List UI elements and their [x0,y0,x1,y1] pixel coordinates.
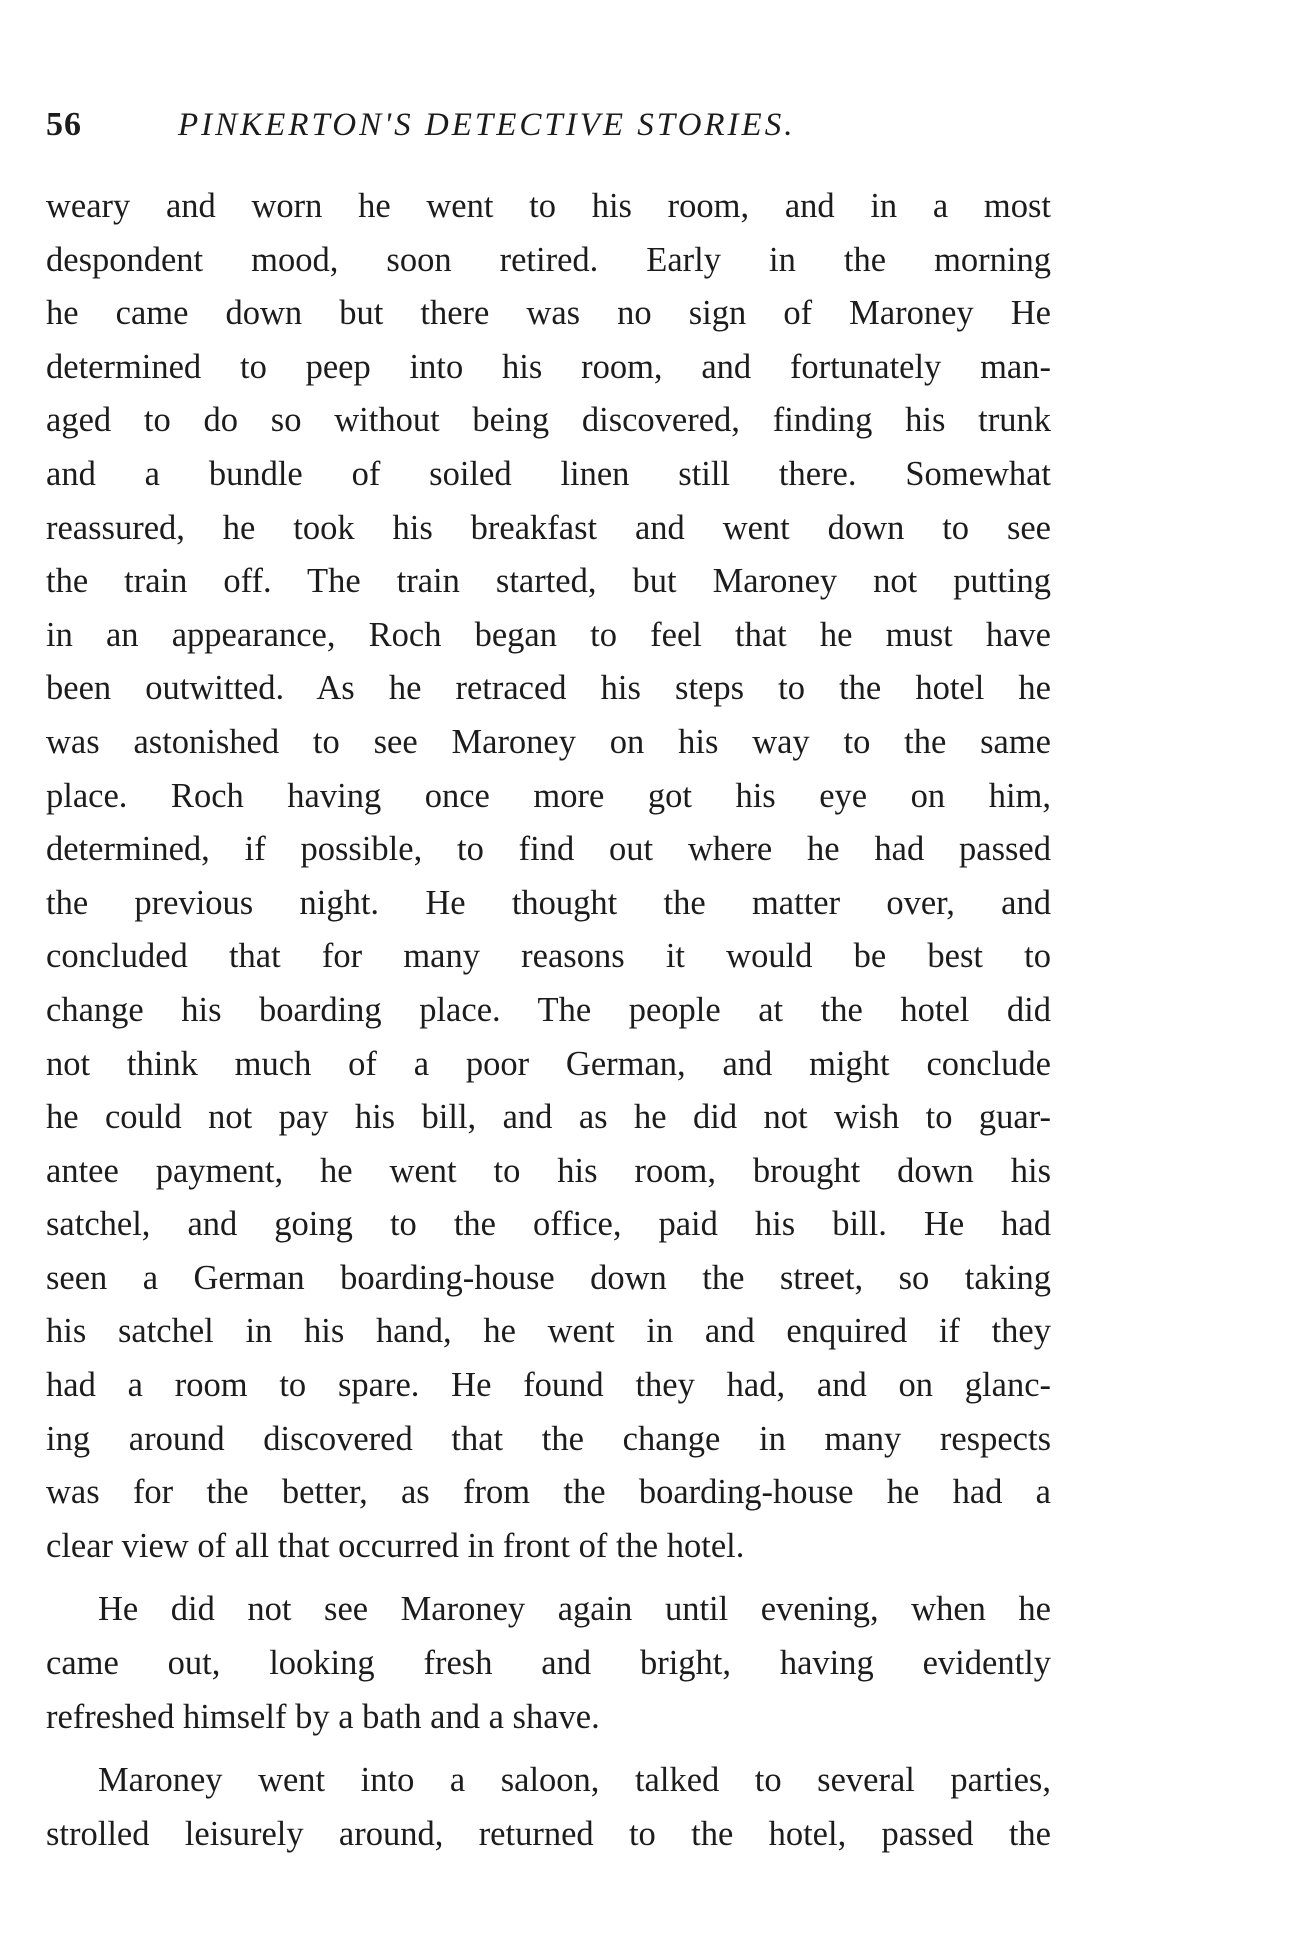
text-line: the previous night. He thought the matter over, and [46,883,1051,922]
page-number: 56 [46,106,82,143]
text-line: satchel, and going to the office, paid his bill. He had [46,1205,1051,1244]
text-line: concluded that for many reasons it would be best to [46,937,1051,976]
text-line: reassured, he took his breakfast and went down to see [46,508,1051,547]
paragraph-3 [46,1754,1051,1861]
text-line: his satchel in his hand, he went in and enquired if they [46,1312,1051,1351]
text-line: despondent mood, soon retired. Early in the morning [46,240,1051,279]
text-line: weary and worn he went to his room, and in a most [46,187,1051,225]
text-line: came out, looking fresh and bright, having evidently [46,1644,1051,1683]
text-line: determined, if possible, to find out where he had passed [46,830,1051,869]
text-line: refreshed himself by a bath and a shave. [46,1697,600,1736]
text-line: clear view of all that occurred in front of the hotel. [46,1526,745,1565]
text-line: Maroney went into a saloon, talked to several parties, [98,1761,1051,1800]
paragraph-1 [46,180,1051,1573]
text-line: strolled leisurely around, returned to the hotel, passed the [46,1814,1051,1853]
body-text [46,180,1051,1861]
text-line: aged to do so without being discovered, finding his trunk [46,401,1051,440]
text-line: the train off. The train started, but Maroney not putting [46,562,1051,601]
text-line: antee payment, he went to his room, brought down his [46,1151,1051,1190]
text-line: change his boarding place. The people at the hotel did [46,990,1051,1029]
text-line: place. Roch having once more got his eye on him, [46,776,1051,815]
running-title: PINKERTON'S DETECTIVE STORIES. [178,107,796,143]
paragraph-2 [46,1583,1051,1744]
text-line: not think much of a poor German, and might conclude [46,1044,1051,1083]
running-head [46,100,1056,150]
text-line: ing around discovered that the change in many respects [46,1419,1051,1458]
text-line: he could not pay his bill, and as he did not wish to guar- [46,1098,1051,1137]
text-line: he came down but there was no sign of Maroney He [46,294,1051,333]
text-line: was for the better, as from the boarding-house he had a [46,1473,1051,1512]
text-line: had a room to spare. He found they had, and on glanc- [46,1366,1051,1405]
text-line: and a bundle of soiled linen still there. Somewhat [46,454,1051,493]
text-line: in an appearance, Roch began to feel that he must have [46,615,1051,654]
text-line: He did not see Maroney again until evening, when he [98,1590,1051,1629]
text-line: seen a German boarding-house down the street, so taking [46,1258,1051,1297]
text-line: was astonished to see Maroney on his way to the same [46,722,1051,761]
text-line: been outwitted. As he retraced his steps to the hotel he [46,669,1051,708]
text-line: determined to peep into his room, and fortunately man- [46,347,1051,386]
